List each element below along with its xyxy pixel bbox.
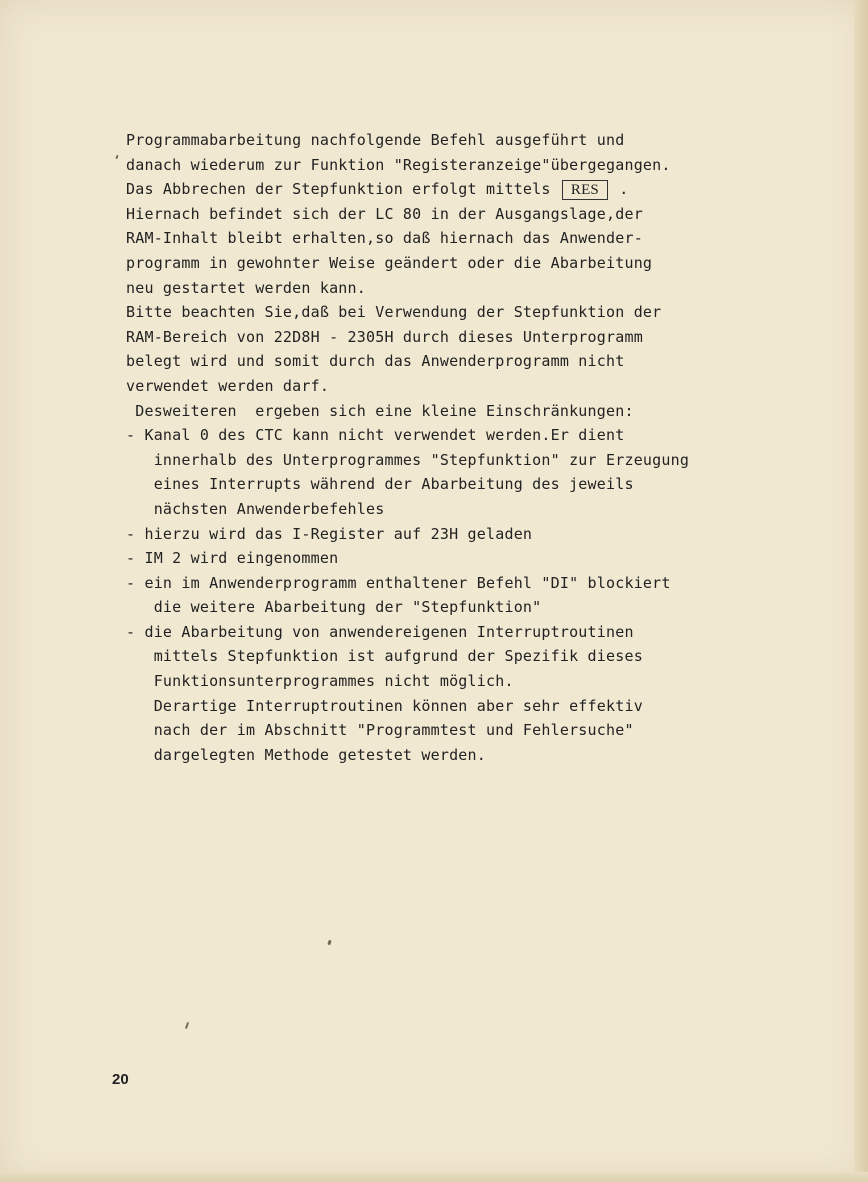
list-item-continuation: die weitere Abarbeitung der "Stepfunktion": [126, 598, 542, 617]
list-item: - die Abarbeitung von anwendereigenen Interruptroutinen: [126, 622, 634, 641]
list-item-continuation: Derartige Interruptroutinen können aber sehr effektiv: [126, 696, 643, 715]
list-item-continuation: mittels Stepfunktion ist aufgrund der Spezifik dieses: [126, 647, 643, 666]
text-line: Bitte beachten Sie,daß bei Verwendung der Stepfunktion der: [126, 303, 662, 322]
body-text: [126, 128, 766, 767]
text-line: RAM-Bereich von 22D8H - 2305H durch dieses Unterprogramm: [126, 327, 643, 346]
text-line: Desweiteren ergeben sich eine kleine Einschränkungen:: [126, 401, 634, 420]
text-line: neu gestartet werden kann.: [126, 278, 366, 297]
list-item-continuation: nach der im Abschnitt "Programmtest und Fehlersuche": [126, 721, 634, 740]
text-line: Hiernach befindet sich der LC 80 in der Ausgangslage,der: [126, 204, 643, 223]
list-item: - Kanal 0 des CTC kann nicht verwendet werden.Er dient: [126, 426, 625, 445]
res-key-label: RES: [562, 180, 608, 200]
list-item-continuation: dargelegten Methode getestet werden.: [126, 745, 486, 764]
line-end-period: .: [619, 180, 629, 199]
paper-speck: [327, 940, 332, 946]
list-item-continuation: nächsten Anwenderbefehles: [126, 499, 385, 518]
text-line: belegt wird und somit durch das Anwenderprogramm nicht: [126, 352, 625, 371]
list-item: - ein im Anwenderprogramm enthaltener Befehl "DI" blockiert: [126, 573, 671, 592]
list-item-continuation: innerhalb des Unterprogrammes "Stepfunktion" zur Erzeugung: [126, 450, 690, 469]
paper-speck: [185, 1022, 189, 1029]
text-line: programm in gewohnter Weise geändert oder die Abarbeitung: [126, 253, 653, 272]
page-edge-bottom: [0, 1172, 868, 1182]
page-edge-right: [854, 0, 868, 1182]
list-item: - IM 2 wird eingenommen: [126, 549, 339, 568]
text-line: Das Abbrechen der Stepfunktion erfolgt mittels: [126, 180, 551, 199]
text-line: verwendet werden darf.: [126, 376, 330, 395]
paper-speck: [115, 155, 118, 159]
text-line: danach wiederum zur Funktion "Registeranzeige"übergegangen.: [126, 155, 671, 174]
list-item-continuation: eines Interrupts während der Abarbeitung des jeweils: [126, 475, 634, 494]
text-line: Programmabarbeitung nachfolgende Befehl ausgeführt und: [126, 131, 625, 149]
list-item-continuation: Funktionsunterprogrammes nicht möglich.: [126, 672, 514, 691]
text-line-with-key: [126, 177, 766, 202]
page-number: 20: [112, 1071, 129, 1088]
list-item: - hierzu wird das I-Register auf 23H geladen: [126, 524, 533, 543]
text-line: RAM-Inhalt bleibt erhalten,so daß hiernach das Anwender-: [126, 229, 643, 248]
